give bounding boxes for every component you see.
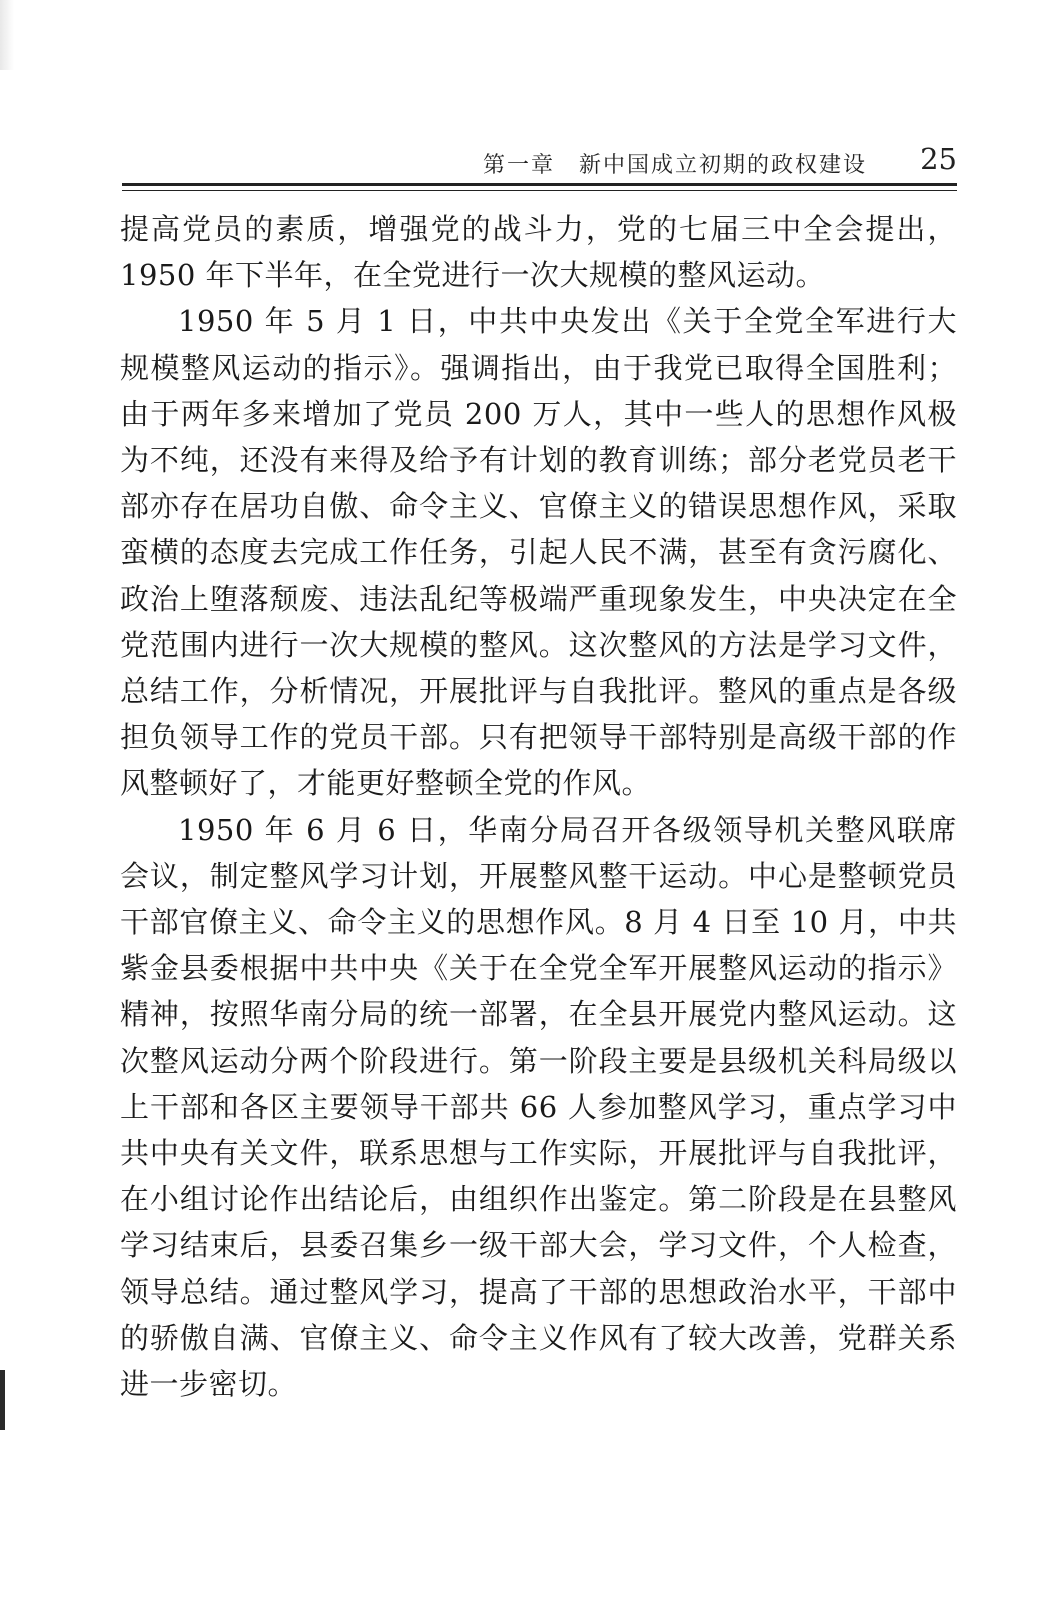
- page-number: 25: [920, 142, 957, 176]
- header-rule-thick: [122, 183, 957, 186]
- body-text: [120, 206, 957, 1407]
- running-header: [122, 142, 957, 184]
- scan-edge-shadow: [0, 0, 14, 70]
- paragraph: 1950 年 6 月 6 日，华南分局召开各级领导机关整风联席会议，制定整风学习计划，开展整风整干运动。中心是整顿党员干部官僚主义、命令主义的思想作风。8 月 4 日至 10 月，中共紫金县委根据中共中央《关于在全党全军开展整风运动的指示》精神，按照华南分局的统一部署，在全县开展党内整风运动。这次整风运动分两个阶段进行。第一阶段主要是县级机关科局级以上干部和各区主要领导干部共 66 人参加整风学习，重点学习中共中央有关文件，联系思想与工作实际，开展批评与自我批评，在小组讨论作出结论后，由组织作出鉴定。第二阶段是在县整风学习结束后，县委召集乡一级干部大会，学习文件，个人检查，领导总结。通过整风学习，提高了干部的思想政治水平，干部中的骄傲自满、官僚主义、命令主义作风有了较大改善，党群关系进一步密切。: [120, 812, 957, 1402]
- paragraph-continued: 提高党员的素质，增强党的战斗力，党的七届三中全会提出，1950 年下半年，在全党进行一次大规模的整风运动。: [120, 212, 957, 293]
- chapter-title: 第一章 新中国成立初期的政权建设: [482, 153, 867, 178]
- scan-edge-mark: [0, 1370, 5, 1430]
- header-rule-thin: [122, 190, 957, 191]
- paragraph: 1950 年 5 月 1 日，中共中央发出《关于全党全军进行大规模整风运动的指示》。强调指出，由于我党已取得全国胜利；由于两年多来增加了党员 200 万人，其中一些人的思想作风极为不纯，还没有来得及给予有计划的教育训练；部分老党员老干部亦存在居功自傲、命令主义、官僚主义的错误思想作风，采取蛮横的态度去完成工作任务，引起人民不满，甚至有贪污腐化、政治上堕落颓废、违法乱纪等极端严重现象发生，中央决定在全党范围内进行一次大规模的整风。这次整风的方法是学习文件，总结工作，分析情况，开展批评与自我批评。整风的重点是各级担负领导工作的党员干部。只有把领导干部特别是高级干部的作风整顿好了，才能更好整顿全党的作风。: [120, 304, 957, 801]
